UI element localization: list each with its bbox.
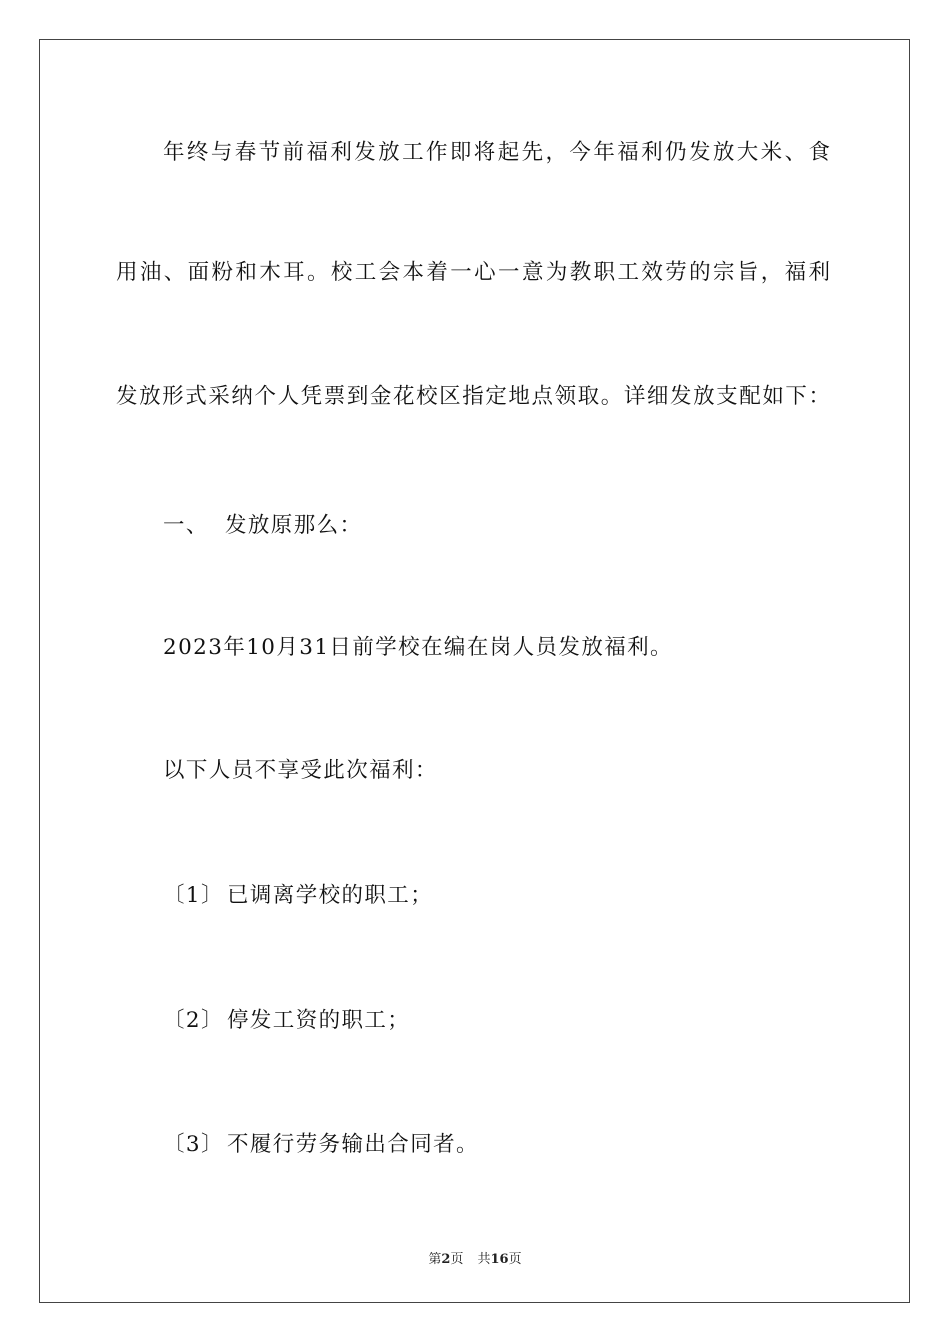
total-suffix: 页 xyxy=(508,1252,522,1267)
page-suffix: 页 xyxy=(450,1252,464,1267)
paragraph-line-3: 发放形式采纳个人凭票到金花校区指定地点领取。详细发放支配如下： xyxy=(116,384,830,409)
section-heading xyxy=(163,515,362,537)
page-border xyxy=(39,39,910,1303)
paragraph-line-2: 用油、面粉和木耳。校工会本着一心一意为教职工效劳的宗旨，福利 xyxy=(116,260,830,285)
section-number: 一、 xyxy=(163,513,209,538)
exclusion-text: 已调离学校的职工； xyxy=(227,883,434,908)
total-prefix: 共 xyxy=(477,1252,491,1267)
page-number: 2 xyxy=(441,1252,451,1267)
page-footer xyxy=(0,1248,950,1267)
exclusion-item-3 xyxy=(163,1134,479,1156)
paragraph-line-1: 年终与春节前福利发放工作即将起先，今年福利仍发放大米、食 xyxy=(163,140,830,165)
exclusion-text: 停发工资的职工； xyxy=(227,1008,411,1033)
page-prefix: 第 xyxy=(428,1252,442,1267)
exclusion-item-1 xyxy=(163,885,433,907)
exclusion-intro: 以下人员不享受此次福利： xyxy=(163,758,438,783)
eligibility-statement: 2023年10月31日前学校在编在岗人员发放福利。 xyxy=(163,635,673,660)
section-title: 发放原那么： xyxy=(225,513,363,538)
exclusion-text: 不履行劳务输出合同者。 xyxy=(227,1132,479,1157)
exclusion-marker: 〔3〕 xyxy=(163,1132,224,1157)
total-pages: 16 xyxy=(490,1252,509,1267)
exclusion-item-2 xyxy=(163,1010,410,1032)
exclusion-marker: 〔1〕 xyxy=(163,883,224,908)
exclusion-marker: 〔2〕 xyxy=(163,1008,224,1033)
